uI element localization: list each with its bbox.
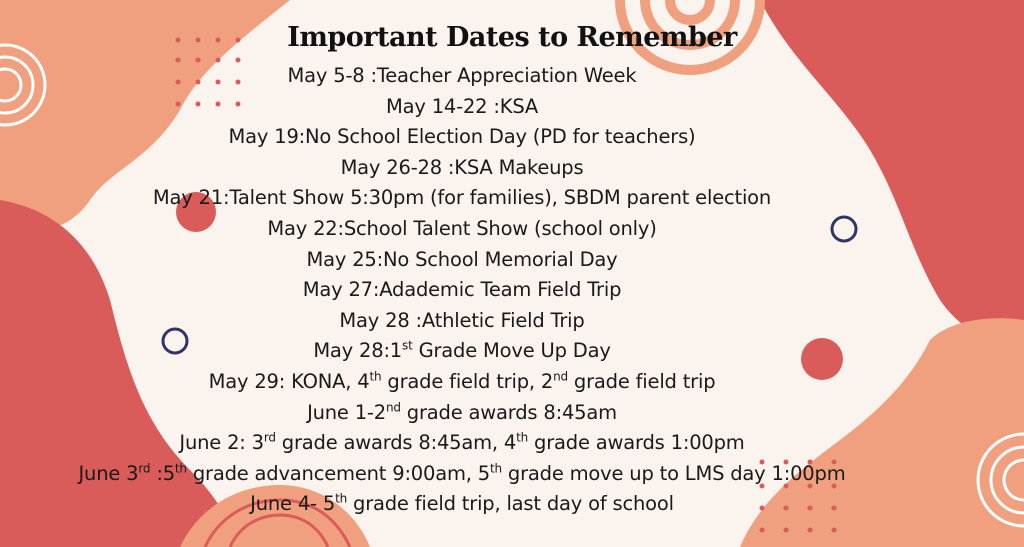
event-line: [0, 462, 924, 485]
event-text: May 26-28 :KSA Makeups: [340, 155, 584, 179]
event-line: [0, 431, 924, 454]
event-line: [0, 156, 924, 179]
event-line: [0, 64, 924, 87]
event-line: [0, 217, 924, 240]
event-text: grade field trip, last day of school: [347, 492, 674, 516]
event-text: :5: [150, 461, 175, 485]
event-line: [0, 309, 924, 332]
event-ordinal-suffix: nd: [553, 369, 568, 384]
event-text: May 27:Adademic Team Field Trip: [302, 278, 622, 302]
event-text: June 1-2: [307, 400, 386, 424]
event-text: Grade Move Up Day: [412, 339, 611, 363]
event-text: May 21:Talent Show 5:30pm (for families), SBDM parent election: [152, 186, 772, 210]
page-title: Important Dates to Remember: [287, 22, 737, 53]
event-ordinal-suffix: rd: [138, 461, 151, 476]
event-line: [0, 339, 924, 362]
event-text: May 19:No School Election Day (PD for teachers): [228, 125, 696, 149]
event-text: grade awards 1:00pm: [528, 431, 745, 455]
event-text: May 28 :Athletic Field Trip: [339, 308, 585, 332]
event-ordinal-suffix: rd: [263, 430, 276, 445]
event-line: [0, 492, 924, 515]
event-text: May 29: KONA, 4: [208, 370, 370, 393]
event-ordinal-suffix: th: [174, 461, 187, 476]
event-text: grade awards 8:45am, 4: [275, 431, 517, 455]
event-text: May 5-8 :Teacher Appreciation Week: [287, 64, 637, 87]
event-ordinal-suffix: th: [516, 430, 529, 445]
event-ordinal-suffix: nd: [385, 400, 401, 415]
event-text: June 4- 5: [250, 492, 336, 516]
event-line: [0, 278, 924, 301]
event-text: May 28:1: [313, 339, 403, 363]
event-ordinal-suffix: th: [335, 491, 348, 506]
event-text: grade move up to LMS day 1:00pm: [501, 461, 846, 485]
event-ordinal-suffix: st: [402, 338, 413, 353]
event-text: June 3: [78, 461, 139, 485]
event-line: [0, 125, 924, 148]
event-text: June 2: 3: [179, 431, 264, 455]
event-line: [0, 401, 924, 424]
event-text: grade field trip, 2: [381, 370, 554, 393]
event-ordinal-suffix: th: [489, 461, 502, 476]
event-text: grade advancement 9:00am, 5: [186, 461, 490, 485]
event-text: grade field trip: [567, 370, 716, 393]
event-ordinal-suffix: th: [369, 369, 382, 384]
event-text: May 14-22 :KSA: [385, 94, 538, 118]
event-line: [0, 370, 924, 393]
event-text: grade awards 8:45am: [400, 400, 617, 424]
event-text: May 25:No School Memorial Day: [306, 247, 618, 271]
event-text: May 22:School Talent Show (school only): [267, 217, 657, 240]
event-line: [0, 186, 924, 209]
event-line: [0, 248, 924, 271]
event-line: [0, 95, 924, 118]
